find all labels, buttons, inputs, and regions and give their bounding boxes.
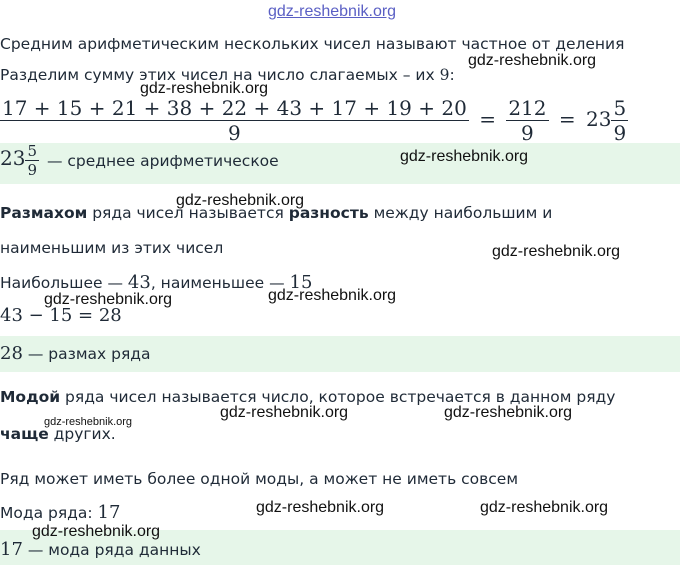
watermark: gdz-reshebnik.org: [44, 291, 173, 308]
mean-definition: Средним арифметическим нескольких чисел называют частное от деления: [0, 35, 625, 53]
mean-answer-text: — среднее арифметическое: [46, 151, 279, 170]
range-term-2: разность: [288, 204, 369, 222]
watermark: gdz-reshebnik.org: [140, 80, 269, 97]
mean-formula: [0, 96, 628, 145]
watermark: gdz-reshebnik.org: [492, 243, 621, 260]
range-def-end: между наибольшим и: [368, 204, 553, 222]
mixed-whole: 23: [585, 107, 612, 131]
mixed-fraction: [611, 96, 628, 145]
watermark: gdz-reshebnik.org: [32, 523, 161, 540]
watermark: gdz-reshebnik.org: [44, 416, 133, 428]
mode-def-end: других.: [48, 425, 116, 443]
range-answer-value: 28: [0, 343, 23, 364]
equals-sign-2: =: [558, 107, 576, 131]
mode-term: Модой: [0, 388, 61, 406]
watermark: gdz-reshebnik.org: [468, 52, 597, 69]
watermark: gdz-reshebnik.org: [268, 287, 397, 304]
answer-whole: 23: [0, 146, 26, 170]
result-denominator: 9: [521, 121, 534, 145]
mode-series: [0, 502, 120, 523]
range-def-mid: ряда чисел называется: [87, 204, 289, 222]
answer-fraction: [25, 142, 39, 179]
mode-answer: [0, 539, 201, 560]
mode-def-rest: ряда чисел называется число, которое встречается в данном ряду: [60, 388, 616, 406]
watermark: gdz-reshebnik.org: [256, 499, 385, 516]
result-numerator: 212: [508, 96, 547, 120]
mode-answer-text: — мода ряда данных: [22, 541, 201, 559]
sum-denominator: 9: [228, 121, 241, 145]
min-value: 15: [289, 272, 313, 293]
mean-instruction-text: Разделим сумму этих чисел на число слагаемых – их: [0, 66, 440, 84]
mode-series-value: 17: [97, 502, 121, 523]
range-answer: [0, 343, 151, 364]
watermark: gdz-reshebnik.org: [220, 404, 349, 421]
mode-series-label: Мода ряда:: [0, 504, 98, 522]
range-term: Размахом: [0, 204, 88, 222]
mode-answer-value: 17: [0, 539, 23, 560]
watermark-top[interactable]: gdz-reshebnik.org: [268, 3, 397, 20]
answer-denominator: 9: [27, 161, 37, 179]
answer-numerator: 5: [27, 142, 37, 160]
max-value: 43: [127, 272, 151, 293]
min-label: , наименьшее —: [150, 274, 290, 292]
range-calc: 43 − 15 = 28: [0, 305, 122, 326]
mixed-denominator: 9: [613, 121, 627, 145]
range-extremes: [0, 272, 312, 293]
mean-instruction-colon: :: [449, 66, 455, 84]
watermark: gdz-reshebnik.org: [480, 499, 609, 516]
result-fraction: [506, 96, 548, 145]
mode-note: Ряд может иметь более одной моды, а может не иметь совсем: [0, 470, 519, 488]
watermark: gdz-reshebnik.org: [176, 192, 305, 209]
equals-sign: =: [479, 107, 496, 131]
mixed-numerator: 5: [613, 96, 627, 120]
mean-answer: [0, 142, 279, 179]
max-label: Наибольшее —: [0, 274, 128, 292]
range-answer-text: — размах ряда: [22, 345, 151, 363]
mode-term-2: чаще: [0, 425, 49, 443]
range-definition-line2: наименьшим из этих чисел: [0, 239, 224, 257]
sum-numerator: 17 + 15 + 21 + 38 + 22 + 43 + 17 + 19 + 20: [2, 96, 467, 120]
mean-instruction-number: 9: [439, 66, 450, 84]
watermark: gdz-reshebnik.org: [444, 404, 573, 421]
watermark: gdz-reshebnik.org: [400, 148, 529, 165]
sum-fraction: [0, 96, 469, 145]
